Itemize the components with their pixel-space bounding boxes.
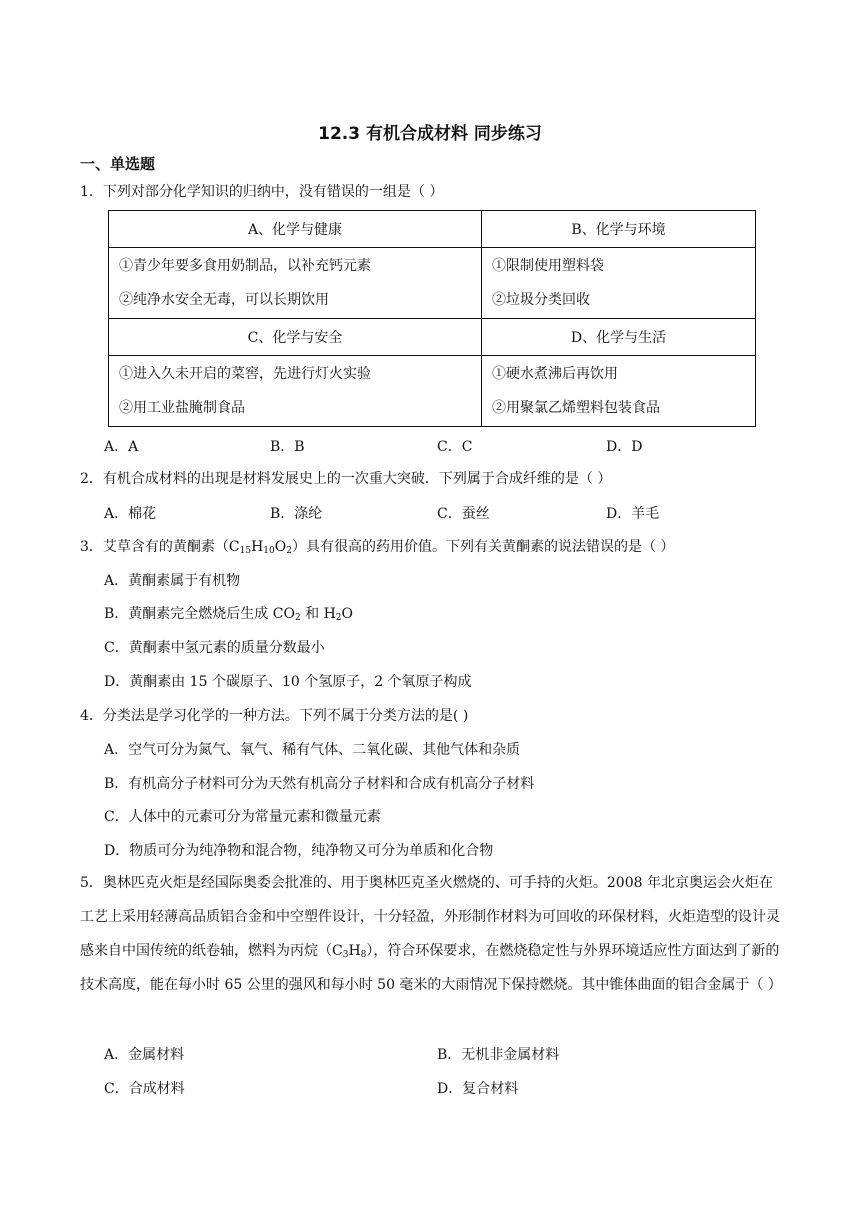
- option-a[interactable]: A．黄酮素属于有机物: [104, 573, 241, 589]
- table-item: ①限制使用塑料袋: [492, 258, 604, 274]
- table-header-b: B、化学与环境: [482, 211, 756, 248]
- table-cell-b: [482, 248, 756, 319]
- option-a[interactable]: A．A: [104, 439, 139, 455]
- option-c[interactable]: C．蚕丝: [437, 506, 490, 522]
- table-header-c: C、化学与安全: [109, 319, 482, 356]
- option-b[interactable]: B．有机高分子材料可分为天然有机高分子材料和合成有机高分子材料: [104, 776, 535, 792]
- table-cell-c: [109, 356, 482, 427]
- option-d[interactable]: D．物质可分为纯净物和混合物，纯净物又可分为单质和化合物: [104, 843, 494, 859]
- option-b[interactable]: B．B: [270, 439, 305, 455]
- option-c[interactable]: C．合成材料: [104, 1081, 185, 1097]
- option-c[interactable]: C．C: [437, 439, 473, 455]
- option-d[interactable]: D．黄酮素由 15 个碳原子、10 个氢原子，2 个氧原子构成: [104, 674, 472, 690]
- table-cell-d: [482, 356, 756, 427]
- option-b[interactable]: B．无机非金属材料: [437, 1047, 560, 1063]
- question-2-stem: 2．有机合成材料的出现是材料发展史上的一次重大突破．下列属于合成纤维的是（ ）: [80, 471, 612, 487]
- question-1-options: [104, 436, 804, 456]
- section-heading: 一、单选题: [80, 155, 156, 173]
- option-b[interactable]: B．涤纶: [270, 506, 323, 522]
- table-item: ①青少年要多食用奶制品，以补充钙元素: [119, 258, 371, 274]
- option-d[interactable]: D．羊毛: [606, 506, 660, 522]
- option-c[interactable]: C．黄酮素中氢元素的质量分数最小: [104, 640, 325, 656]
- table-header-d: D、化学与生活: [482, 319, 756, 356]
- table-item: ①硬水煮沸后再饮用: [492, 366, 618, 382]
- question-1-stem: 1．下列对部分化学知识的归纳中，没有错误的一组是（ ）: [80, 184, 444, 200]
- option-d[interactable]: D．复合材料: [437, 1081, 519, 1097]
- option-a[interactable]: A．金属材料: [104, 1047, 185, 1063]
- table-item: ②用聚氯乙烯塑料包装食品: [492, 400, 660, 416]
- question-5-stem: 5．奥林匹克火炬是经国际奥委会批准的、用于奥林匹克圣火燃烧的、可手持的火炬。2008 年北京奥运会火炬在工艺上采用轻薄高品质铝合金和中空塑件设计，十分轻盈，外形制作材料为可回收的环保材料，火炬造型的设计灵感来自中国传统的纸卷轴，燃料为丙烷$(C_3H_8)$，符合环保要求，在燃烧稳定性与外界环境适应性方面达到了新的技术高度，能在每小时 65 公里的强风和每小时 50 毫米的大雨情况下保持燃烧。其中锥体曲面的铝合金属于（ ）: [80, 875, 782, 993]
- question-3-stem: 3．艾草含有的黄酮素$(C_{15}H_{10}O_2)$具有很高的药用价值。下列有关黄酮素的说法错误的是（ ）: [80, 539, 675, 556]
- table-item: ②纯净水安全无毒，可以长期饮用: [119, 292, 329, 308]
- table-item: ②用工业盐腌制食品: [119, 400, 245, 416]
- option-a[interactable]: A．棉花: [104, 506, 157, 522]
- option-c[interactable]: C．人体中的元素可分为常量元素和微量元素: [104, 809, 381, 825]
- table-header-a: A、化学与健康: [109, 211, 482, 248]
- knowledge-table: [108, 210, 756, 427]
- table-item: ①进入久未开启的菜窖，先进行灯火实验: [119, 366, 371, 382]
- option-a[interactable]: A．空气可分为氮气、氧气、稀有气体、二氧化碳、其他气体和杂质: [104, 742, 521, 758]
- option-d[interactable]: D．D: [606, 439, 643, 455]
- table-cell-a: [109, 248, 482, 319]
- question-4-stem: 4．分类法是学习化学的一种方法。下列不属于分类方法的是( ): [80, 708, 469, 724]
- question-5-options-row-2: [104, 1078, 804, 1098]
- question-5-options-row-1: [104, 1044, 804, 1064]
- option-b[interactable]: B．黄酮素完全燃烧后生成 $CO_2$ 和 $H_2O$: [104, 606, 353, 623]
- question-2-options: [104, 503, 804, 523]
- page-title: 12.3 有机合成材料 同步练习: [318, 124, 542, 144]
- table-item: ②垃圾分类回收: [492, 292, 590, 308]
